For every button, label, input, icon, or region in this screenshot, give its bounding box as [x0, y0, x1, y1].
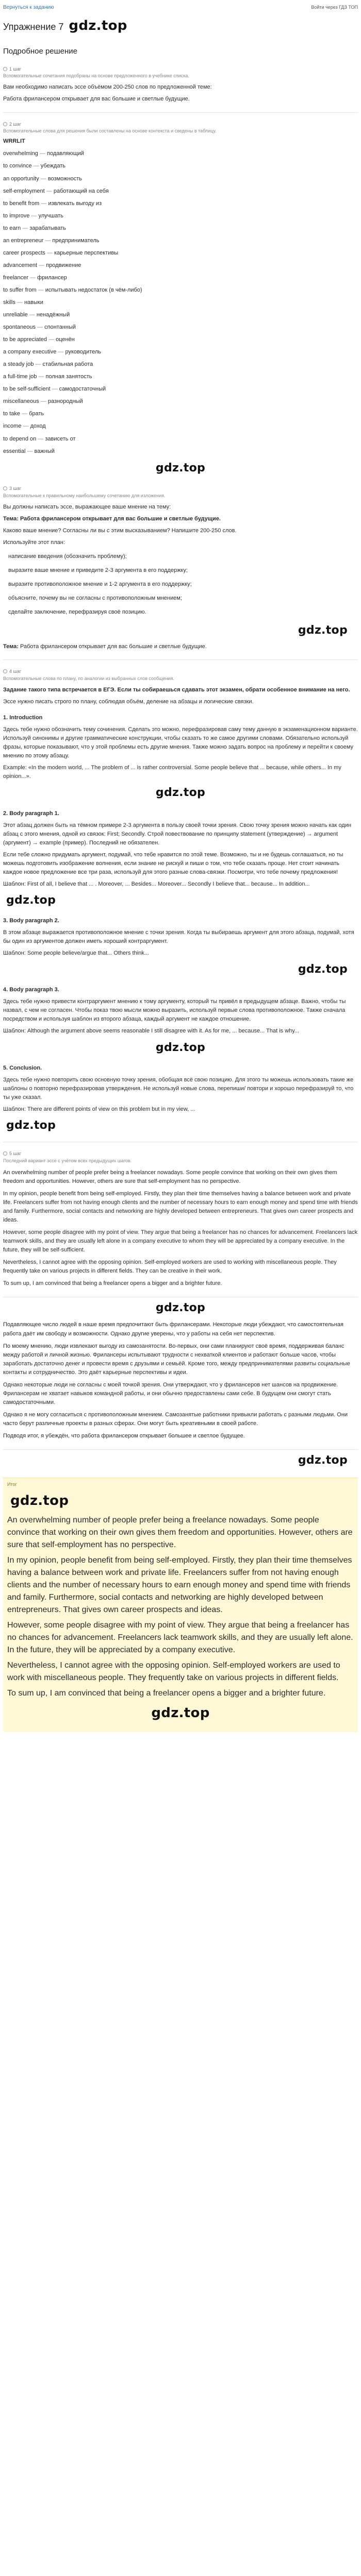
- vocab-ru: убеждать: [40, 163, 65, 170]
- watermark-row: gdz.top: [298, 1454, 348, 1467]
- watermark-row: gdz.top: [10, 1493, 69, 1509]
- plan-intro: Используйте этот план:: [3, 539, 65, 546]
- info-icon: [3, 122, 7, 126]
- essay-paragraph: An overwhelming number of people prefer being a freelancer nowadays. Some people convince that working on their own gives them freedom and opportunities. However, others are sure that self-employment has no perspective.: [3, 1169, 337, 1184]
- vocab-ru: разнородный: [47, 398, 83, 405]
- watermark-row: gdz.top: [6, 893, 56, 907]
- step-2-hint: Вспомогательные слова для решения были составлены на основе контекста и сведены в таблицу.: [3, 128, 217, 134]
- task-block: [3, 503, 358, 660]
- final-paragraph: Nevertheless, I cannot agree with the opposing opinion. Self-employed workers are used to work with miscellaneous people. They frequently take on various projects in different fields.: [7, 1661, 340, 1683]
- vocab-en: to benefit from: [3, 200, 40, 207]
- vocab-en: a company executive: [3, 349, 57, 355]
- vocab-item: a steady job — стабильная работа: [3, 361, 93, 368]
- vocab-en: to take: [3, 411, 21, 417]
- vocab-en: self-employment: [3, 188, 45, 194]
- vocab-en: an entrepreneur: [3, 237, 44, 244]
- vocab-item: spontaneous — спонтанный: [3, 324, 76, 331]
- vocab-ru: предприниматель: [52, 237, 100, 244]
- essay-paragraph: However, some people disagree with my point of view. They argue that being a freelancer has no chances for advancement. Freelancers lack teamwork skills, and they are usually left alone in a company executive to whom they will be appreciated by a company executive. In the future, they will be self-sufficient.: [3, 1229, 358, 1253]
- watermark: gdz.top: [69, 18, 127, 33]
- vocab-ru: работающий на себя: [53, 188, 109, 194]
- vocab-item: to take — брать: [3, 411, 44, 417]
- final-tag: Итог: [7, 1482, 17, 1487]
- intro-p2: Работа фрилансером открывает для вас большие и светлые будущие.: [3, 96, 190, 103]
- vocab-ru: возможность: [47, 175, 82, 182]
- translation-paragraph: Подавляющее число людей в наше время предпочитают быть фрилансерами. Некоторые люди убеждают, что самостоятельная работа даёт им свободу и возможности. Однако другие уверены, что у работы на себя нет перспектив.: [3, 1321, 343, 1337]
- vocab-en: a full-time job: [3, 374, 37, 380]
- vocab-ru: подавляющий: [47, 150, 84, 157]
- vocab-item: self-employment — работающий на себя: [3, 188, 109, 194]
- vocab-item: advancement — продвижение: [3, 262, 81, 268]
- watermark-row: gdz.top: [151, 1705, 210, 1721]
- task-topic: Тема: Работа фрилансером открывает для вас большие и светлые будущие.: [3, 515, 221, 522]
- vocab-en: an opportunity: [3, 175, 39, 182]
- final-essay-text: [7, 1514, 354, 1700]
- vocab-item: income — доход: [3, 423, 46, 430]
- step-5-label: 5 шаг: [3, 1150, 358, 1158]
- vocab-title: WRRLIT: [3, 138, 25, 145]
- introduction-example: Example: «In the modern world, ... The problem of ... is rather controversial. Some people believe that ... because, while others... In my opinion...».: [3, 765, 341, 780]
- vocab-ru: брать: [29, 411, 44, 417]
- vocab-list: [3, 149, 358, 455]
- translation-paragraph: Подводя итог, я убеждён, что работа фрилансером открывает большее и светлое будущее.: [3, 1432, 245, 1439]
- vocab-en: a steady job: [3, 361, 34, 368]
- vocab-ru: доход: [30, 423, 46, 430]
- structure-block: [3, 686, 358, 1142]
- essay-translation: [3, 1320, 358, 1450]
- vocab-en: to improve: [3, 212, 30, 219]
- watermark-row: gdz.top: [155, 461, 206, 474]
- vocab-item: to be appreciated — оценён: [3, 336, 75, 343]
- plan-repeat: Тема: Работа фрилансером открывает для вас большие и светлые будущие.: [3, 643, 207, 650]
- intro-block: [3, 83, 358, 112]
- plan-list: [3, 552, 358, 617]
- vocab-en: to earn: [3, 225, 21, 231]
- login-link[interactable]: Войти через ГДЗ ТОП: [311, 5, 358, 10]
- vocab-item: miscellaneous — разнородный: [3, 398, 83, 405]
- vocab-item: to improve — улучшать: [3, 212, 63, 219]
- introduction-text: Здесь тебе нужно обозначить тему сочинения. Сделать это можно, перефразировав саму тему данную в экзаменационном варианте. Используй синонимы и другие грамматические конструкции, чтобы сказать то же самое другими словами. Обязательно используй фразы, которые показывают, что у этой проблемы есть другие мнения. Также можно задать вопрос на проблему и перейти к своему мнению по этому абзацу.: [3, 726, 358, 759]
- back-to-task-link[interactable]: Вернуться к заданию: [3, 5, 54, 11]
- final-answer-block: [3, 1478, 358, 1732]
- essay-english: [3, 1168, 358, 1298]
- step-4-hint: Вспомогательные слова по плану, по аналогии из выбранных слов сообщения.: [3, 676, 174, 682]
- vocab-ru: извлекать выгоду из: [48, 200, 102, 207]
- vocab-ru: руководитель: [65, 349, 101, 355]
- watermark-row: gdz.top: [6, 1118, 56, 1132]
- vocab-en: unreliable: [3, 312, 28, 318]
- body-1-text-2: Если тебе сложно придумать аргумент, подумай, что тебе нравится по этой теме. Возможно, ты и не будешь соглашаться, но ты можешь подготовить изображение волнения, если знание не рискуй и пиши о том, что тебе сказать проще. Нет стоит начинать каждое новое предложение все три раза, используй для этого разные слова-связки. Посмотри, что тебе почему предложения!: [3, 851, 343, 875]
- structure-p0: Эссе нужно писать строго по плану, соблюдая объём, деление на абзацы и логические связки.: [3, 699, 254, 705]
- essay-paragraph: To sum up, I am convinced that being a freelancer opens a bigger and a brighter future.: [3, 1280, 222, 1287]
- vocab-item: to earn — зарабатывать: [3, 225, 67, 231]
- info-icon: [3, 1151, 7, 1156]
- vocab-en: income: [3, 423, 22, 430]
- vocab-item: a full-time job — полная занятость: [3, 374, 92, 380]
- watermark-row: gdz.top: [155, 786, 206, 800]
- final-paragraph: To sum up, I am convinced that being a freelancer opens a bigger and a brighter future.: [7, 1689, 326, 1698]
- translation-paragraph: Однако некоторые люди не согласны с моей точкой зрения. Они утверждают, что у фрилансеров нет шансов на продвижение. Фрилансерам не хватает навыков командной работы, и они обычно предоставлены сами себе. В будущем они смогут стать самодостаточными.: [3, 1381, 338, 1405]
- vocab-en: to convince: [3, 163, 32, 170]
- vocab-en: to be appreciated: [3, 336, 47, 343]
- translation-paragraph: По моему мнению, люди извлекают выгоду из самозанятости. Во-первых, они сами планируют своё время, поддерживая баланс между работой и личной жизнью. Фрилансеры испытывают трудности с нехваткой клиентов и работают больше часов, чтобы заработать достаточно денег и провести время с друзьями и семьёй. Кроме того, между предпринимателями развиты социальные контакты и сотрудничество. Это даёт карьерные перспективы и идеи.: [3, 1343, 350, 1376]
- vocab-ru: испытывать недостаток (в чём-либо): [45, 286, 142, 293]
- vocab-ru: спонтанный: [44, 324, 76, 331]
- plan-item: объясните, почему вы не согласны с противоположным мнением;: [8, 595, 182, 601]
- vocab-ru: стабильная работа: [42, 361, 93, 368]
- final-paragraph: In my opinion, people benefit from being self-employed. Firstly, they plan their time themselves having a balance between work and private life. Freelancers suffer from not having enough clients and the number of necessary hours to earn enough money and spend time with friends and family. Furthermore, social contacts and networking are highly developed between entrepreneurs. That gives own career prospects and ideas.: [7, 1556, 352, 1615]
- vocab-item: to depend on — зависеть от: [3, 435, 76, 442]
- task-intro: Вы должны написать эссе, выражающее ваше мнение на тему:: [3, 503, 171, 510]
- intro-p1: Вам необходимо написать эссе объёмом 200-250 слов по предложенной теме:: [3, 84, 212, 91]
- vocab-item: to be self-sufficient — самодостаточный: [3, 386, 106, 393]
- top-bar: [3, 3, 358, 12]
- watermark-row: gdz.top: [155, 1041, 206, 1054]
- step-2-label: 2 шаг: [3, 121, 358, 128]
- vocab-en: to be self-sufficient: [3, 386, 51, 393]
- vocab-item: skills — навыки: [3, 299, 43, 306]
- vocab-ru: фрилансер: [37, 274, 67, 281]
- vocab-item: career prospects — карьерные перспективы: [3, 249, 119, 256]
- vocab-item: unreliable — ненадёжный: [3, 312, 70, 318]
- vocab-en: to suffer from: [3, 286, 37, 293]
- step-5-hint: Последний вариант эссе с учётом всех предыдущих шагов.: [3, 1158, 132, 1163]
- vocab-item: a company executive — руководитель: [3, 349, 101, 355]
- introduction-heading: 1. Introduction: [3, 715, 43, 721]
- watermark-row: gdz.top: [298, 624, 348, 637]
- body-1-heading: 2. Body paragraph 1.: [3, 810, 59, 817]
- vocab-item: to convince — убеждать: [3, 163, 65, 170]
- vocab-en: overwhelming: [3, 150, 38, 157]
- vocab-ru: полная занятость: [45, 374, 92, 380]
- vocab-item: overwhelming — подавляющий: [3, 150, 84, 157]
- vocab-item: to suffer from — испытывать недостаток (в чём-либо): [3, 286, 142, 293]
- step-3-label: 3 шаг: [3, 485, 358, 493]
- vocab-item: to benefit from — извлекать выгоду из: [3, 200, 102, 207]
- vocab-en: essential: [3, 448, 26, 454]
- solution-heading: Подробное решение: [3, 47, 78, 56]
- plan-item: выразите ваше мнение и приведите 2-3 аргумента в его поддержку;: [8, 567, 188, 573]
- watermark-row: gdz.top: [155, 1301, 206, 1315]
- title-row: [3, 15, 358, 36]
- conclusion-heading: 5. Conclusion.: [3, 1064, 42, 1071]
- plan-item: написание введения (обозначить проблему);: [8, 553, 127, 560]
- info-icon: [3, 669, 7, 673]
- vocab-ru: самодостаточный: [59, 386, 106, 393]
- essay-paragraph: In my opinion, people benefit from being self-employed. Firstly, they plan their time themselves having a balance between work and private life. Freelancers suffer from not having enough clients and the number of necessary hours to earn enough money and spend time with friends and family. Furthermore, social contacts and networking are highly developed between entrepreneurs. That gives own career prospects and ideas.: [3, 1190, 358, 1224]
- body-3-template: Шаблон: Although the argument above seems reasonable I still disagree with it. As for me, ... because... That is why...: [3, 1028, 300, 1035]
- vocab-en: freelancer: [3, 274, 28, 281]
- plan-item: сделайте заключение, перефразируя своё позицию.: [8, 608, 146, 615]
- step-3-hint: Вспомогательные к правильному наибольшему сочетанию для изложения.: [3, 493, 166, 498]
- body-1-text: Этот абзац должен быть на тёмном примере 2-3 аргумента в пользу своей точки зрения. Свою точку зрения можно начать как один абзац с этого мнения, одной из связок: First; Secondly. Строй повествование по принципу statement (утверждение) → argument (аргумент) → example (пример). Последний не обязателен.: [3, 822, 352, 846]
- final-paragraph: However, some people disagree with my point of view. They argue that being a freelancer has no chances for advancement. Freelancers lack teamwork skills, and they are usually left alone. In the future, they will be appreciated by a company executive.: [7, 1621, 353, 1655]
- exercise-title: Упражнение 7: [3, 22, 64, 32]
- vocab-ru: важный: [34, 448, 55, 454]
- vocab-ru: ненадёжный: [36, 312, 70, 318]
- step-4-label: 4 шаг: [3, 668, 358, 675]
- essay-paragraph: Nevertheless, I cannot agree with the opposing opinion. Self-employed workers are used to working with miscellaneous people. They frequently take on various projects in different fields. They can be creative in their work.: [3, 1259, 337, 1275]
- vocab-en: spontaneous: [3, 324, 36, 331]
- body-2-template: Шаблон: Some people believe/argue that... Others think...: [3, 950, 149, 957]
- step-1-label: 1 шаг: [3, 66, 358, 73]
- vocab-item: an entrepreneur — предприниматель: [3, 237, 100, 244]
- info-icon: [3, 67, 7, 71]
- body-3-text: Здесь тебе нужно привести контраргумент мнению к тому аргументу, который ты привёл в предыдущем абзаце. Важно, чтобы ты назвал, с чем не согласен. Чтобы показ твою мысли можно выразить, используй первые слова противоположное. Также сначала посредством и используя шаблон из второго абзаца, каждый аргумент не каждое отношение.: [3, 998, 346, 1023]
- vocab-en: career prospects: [3, 249, 45, 256]
- vocab-en: advancement: [3, 262, 38, 268]
- conclusion-text: Здесь тебе нужно повторить свою основную точку зрения, обобщая всё свою позицию. Для этого ты можешь использовать такие же шаблоны о повторно перефразировав утверждения. Не используй новые слова, перепиши/ повтори и хорошо перефразируй то, что ты уже сказал.: [3, 1076, 354, 1100]
- vocab-item: freelancer — фрилансер: [3, 274, 67, 281]
- info-icon: [3, 486, 7, 490]
- vocab-ru: навыки: [24, 299, 43, 306]
- task-question: Каково ваше мнение? Согласны ли вы с этим высказыванием? Напишите 200-250 слов.: [3, 527, 237, 534]
- structure-head: Задание такого типа встречается в ЕГЭ. Если ты собираешься сдавать этот экзамен, обрати особенное внимание на него.: [3, 687, 350, 693]
- vocab-en: skills: [3, 299, 15, 306]
- final-paragraph: An overwhelming number of people prefer being a freelance nowadays. Some people convince that working on their own gives them freedom and opportunities. However, others are sure that self-employment has no perspective.: [7, 1516, 353, 1550]
- vocab-item: an opportunity — возможность: [3, 175, 82, 182]
- vocab-ru: продвижение: [46, 262, 81, 268]
- conclusion-template: Шаблон: There are different points of view on this problem but in my view, ...: [3, 1106, 195, 1112]
- body-2-text: В этом абзаце выражается противоположное мнение с точки зрения. Когда ты выбираешь аргумент для этого абзаца, подумай, хотя бы один из аргументов должен иметь хороший контраргумент.: [3, 929, 354, 945]
- body-3-heading: 4. Body paragraph 3.: [3, 987, 59, 993]
- plan-item: выразите противоположное мнение и 1-2 аргумента в его поддержку;: [8, 581, 192, 587]
- vocab-ru: зависеть от: [45, 435, 76, 442]
- body-1-template: Шаблон: First of all, I believe that ... . Moreover, ... Besides... Moreover... Secondly I believe that... because... In addition...: [3, 880, 310, 887]
- vocab-ru: оценён: [56, 336, 75, 343]
- vocab-ru: улучшать: [38, 212, 63, 219]
- vocab-ru: зарабатывать: [29, 225, 67, 231]
- vocab-en: to depend on: [3, 435, 37, 442]
- vocab-item: essential — важный: [3, 448, 55, 454]
- watermark-row: gdz.top: [298, 963, 348, 976]
- step-1-hint: Вспомогательные сочетания подобраны на основе предложенного в учебнике списка.: [3, 73, 189, 79]
- translation-paragraph: Однако я не могу согласиться с противоположным мнением. Самозанятые работники привыкли работать с разными людьми. Они часто берут различные проекты в разных сферах. Они могут быть креативными в своей работе.: [3, 1411, 348, 1427]
- vocab-en: miscellaneous: [3, 398, 39, 405]
- body-2-heading: 3. Body paragraph 2.: [3, 918, 59, 924]
- vocab-ru: карьерные перспективы: [54, 249, 119, 256]
